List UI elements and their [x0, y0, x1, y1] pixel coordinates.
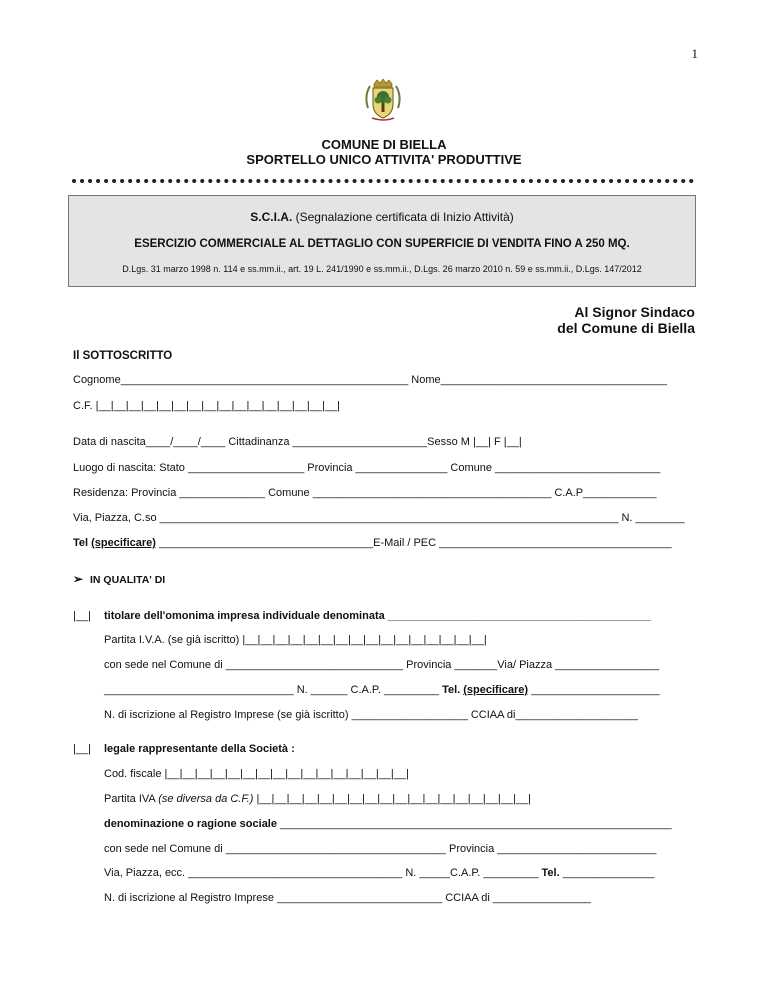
tel-label: Tel — [73, 537, 89, 549]
legale-denominazione-field[interactable] — [104, 818, 672, 830]
legale-via-field[interactable] — [104, 867, 655, 879]
titolare-checkbox[interactable]: |__| — [73, 610, 91, 622]
arrow-icon: ➢ — [73, 572, 84, 586]
legale-registro-field[interactable]: N. di iscrizione al Registro Imprese ___________________________ CCIAA di ________________ — [104, 892, 591, 904]
section-sottoscritto-title: Il SOTTOSCRITTO — [73, 350, 173, 362]
legale-checkbox[interactable]: |__| — [73, 743, 91, 755]
addressee-line1: Al Signor Sindaco — [574, 304, 695, 320]
header-sportello: SPORTELLO UNICO ATTIVITA' PRODUTTIVE — [246, 152, 522, 167]
tel-email-field[interactable] — [73, 537, 672, 549]
via-field[interactable]: Via, Piazza, C.so ___________________________________________________________________________ N. ________ — [73, 512, 685, 524]
legale-sede-field[interactable]: con sede nel Comune di ____________________________________ Provincia __________________________ — [104, 843, 657, 855]
legale-piva-label: Partita IVA — [104, 793, 159, 805]
titolare-indirizzo-line: _______________________________ N. ______ C.A.P. _________ — [104, 684, 443, 696]
cognome-nome-field[interactable]: Cognome_______________________________________________ Nome_____________________________________ — [73, 374, 667, 386]
legale-tel-line: _______________ — [559, 867, 655, 879]
legale-piva-note: (se diversa da C.F.) — [158, 793, 254, 805]
titolare-sede-field[interactable]: con sede nel Comune di _____________________________ Provincia _______Via/ Piazza _________________ — [104, 659, 660, 671]
residenza-field[interactable]: Residenza: Provincia ______________ Comune _______________________________________ C.A.P____________ — [73, 487, 657, 499]
addressee-line2: del Comune di Biella — [557, 320, 695, 336]
legale-piva-boxes: |__|__|__|__|__|__|__|__|__|__|__|__|__|__|__|__|__|__| — [253, 793, 531, 805]
scia-laws: D.Lgs. 31 marzo 1998 n. 114 e ss.mm.ii., art. 19 L. 241/1990 e ss.mm.ii., D.Lgs. 26 marzo 2010 n. 59 e ss.mm.ii., D.Lgs. 147/2012 — [122, 264, 642, 274]
legale-cod-fiscale-field[interactable]: Cod. fiscale |__|__|__|__|__|__|__|__|__|__|__|__|__|__|__|__| — [104, 768, 409, 780]
luogo-nascita-field[interactable]: Luogo di nascita: Stato ___________________ Provincia _______________ Comune ___________________________ — [73, 462, 661, 474]
nascita-field[interactable]: Data di nascita____/____/____ Cittadinanza ______________________Sesso M |__| F |__| — [73, 436, 522, 448]
header-comune: COMUNE DI BIELLA — [321, 137, 447, 152]
legale-piva-field[interactable] — [104, 793, 531, 805]
scia-subtitle: ESERCIZIO COMMERCIALE AL DETTAGLIO CON SUPERFICIE DI VENDITA FINO A 250 MQ. — [134, 238, 630, 250]
tel-email-line: ___________________________________E-Mail / PEC ______________________________________ — [155, 537, 672, 549]
titolare-tel-line: _____________________ — [528, 684, 660, 696]
titolare-indirizzo-field[interactable] — [104, 684, 660, 696]
titolare-tel-specificare: (specificare) — [463, 684, 529, 696]
city-coat-of-arms-icon — [362, 78, 404, 122]
in-qualita-label: IN QUALITA' DI — [89, 574, 166, 586]
scia-title-box — [68, 195, 696, 287]
page-number: 1 — [691, 46, 698, 61]
legale-tel-label: Tel. — [541, 867, 560, 879]
legale-denominazione-line: ________________________________________________________________ — [276, 818, 672, 830]
titolare-denominazione-field[interactable]: titolare dell'omonima impresa individuale denominata ___________________________________________ — [104, 610, 651, 622]
in-qualita-heading — [73, 572, 165, 586]
dotted-divider — [72, 179, 694, 183]
tel-specificare: (specificare) — [91, 537, 156, 549]
titolare-registro-field[interactable]: N. di iscrizione al Registro Imprese (se già iscritto) ___________________ CCIAA di____________________ — [104, 709, 638, 721]
codice-fiscale-field[interactable]: C.F. |__|__|__|__|__|__|__|__|__|__|__|__|__|__|__|__| — [73, 400, 340, 412]
legale-denominazione-label: denominazione o ragione sociale — [104, 818, 277, 830]
scia-title — [69, 210, 695, 224]
titolare-tel-label: Tel. — [442, 684, 461, 696]
legale-rappresentante-label: legale rappresentante della Società : — [104, 743, 295, 755]
legale-via-line: Via, Piazza, ecc. ___________________________________ N. _____C.A.P. _________ — [104, 867, 542, 879]
titolare-piva-field[interactable]: Partita I.V.A. (se già iscritto) |__|__|__|__|__|__|__|__|__|__|__|__|__|__|__|__| — [104, 634, 487, 646]
scia-acronym: S.C.I.A. — [250, 210, 293, 224]
scia-expansion: (Segnalazione certificata di Inizio Attività) — [295, 210, 514, 224]
